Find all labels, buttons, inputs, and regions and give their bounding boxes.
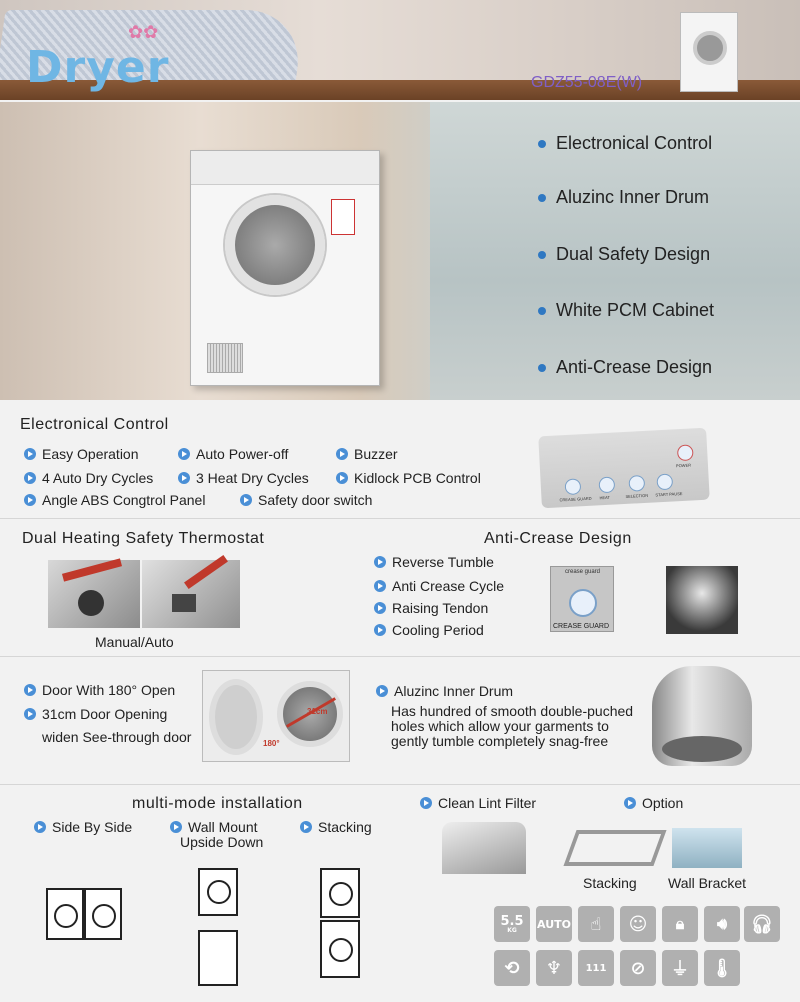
capacity-5kg-icon: 5.5 KG xyxy=(494,906,530,942)
hero-feature: White PCM Cabinet xyxy=(538,300,714,321)
stacking-washer-drawing xyxy=(320,920,360,978)
side-by-side-drawing xyxy=(46,888,84,940)
door-item-sub: widen See-through door xyxy=(42,729,192,745)
hero-feature: Dual Safety Design xyxy=(538,244,710,265)
thermostat-photo-auto xyxy=(142,560,240,628)
section-title-install: multi-mode installation xyxy=(132,795,303,812)
auto-icon: AUTO xyxy=(536,906,572,942)
touch-icon: ☝ xyxy=(578,906,614,942)
page-title: Dryer xyxy=(26,42,170,93)
model-number: GDZ55-08E(W) xyxy=(531,74,643,91)
plug-icon: ⏚ xyxy=(662,950,698,986)
feature-item: 3 Heat Dry Cycles xyxy=(178,470,309,486)
flower-icon: ✿✿ xyxy=(128,22,159,42)
feature-item: Kidlock PCB Control xyxy=(336,470,481,486)
divider xyxy=(0,518,800,519)
option-item: Stacking xyxy=(583,875,637,891)
stacking-dryer-drawing xyxy=(320,868,360,918)
sound-icon: 🔊︎ xyxy=(704,906,740,942)
child-lock-icon: ☺ xyxy=(620,906,656,942)
lint-filter-title: Clean Lint Filter xyxy=(420,795,536,811)
dryer-product-photo xyxy=(190,150,380,386)
reverse-icon: ⟲ xyxy=(494,950,530,986)
divider xyxy=(0,656,800,657)
section-title-thermostat: Dual Heating Safety Thermostat xyxy=(22,530,265,547)
install-mode-sub: Upside Down xyxy=(180,834,264,850)
divider xyxy=(0,784,800,785)
hanging-icon: ♆ xyxy=(536,950,572,986)
install-mode: Stacking xyxy=(300,819,372,835)
anti-crease-item: Anti Crease Cycle xyxy=(374,578,504,594)
feature-item: Angle ABS Congtrol Panel xyxy=(24,492,205,508)
headphone-icon: 🎧︎ xyxy=(744,906,780,942)
stacking-kit-photo xyxy=(563,830,666,866)
aluzinc-drum-photo xyxy=(652,666,752,766)
door-open-photo: 180° 31cm xyxy=(202,670,350,762)
lint-filter-photo xyxy=(442,822,526,874)
no-fire-icon: ⊘ xyxy=(620,950,656,986)
drum-desc-line: holes which allow your garments to xyxy=(391,718,609,734)
door-item: Door With 180° Open xyxy=(24,682,175,698)
anti-crease-item: Cooling Period xyxy=(374,622,484,638)
drum-desc-line: Has hundred of smooth double-puched xyxy=(391,703,634,719)
drum-title: Aluzinc Inner Drum xyxy=(376,683,513,699)
install-mode: Wall Mount xyxy=(170,819,258,835)
feature-item: Safety door switch xyxy=(240,492,372,508)
lock-icon: 🔒︎ xyxy=(662,906,698,942)
side-by-side-drawing xyxy=(84,888,122,940)
hero-feature: Anti-Crease Design xyxy=(538,357,712,378)
wall-bracket-photo xyxy=(672,828,742,868)
hero-feature: Aluzinc Inner Drum xyxy=(538,187,709,208)
feature-item: Buzzer xyxy=(336,446,398,462)
drum-tendon-photo xyxy=(666,566,738,634)
section-title-control: Electronical Control xyxy=(20,416,169,433)
wall-mount-washer-drawing xyxy=(198,930,238,986)
feature-item: Easy Operation xyxy=(24,446,139,462)
thermometer-icon: 🌡︎ xyxy=(704,950,740,986)
drum-desc-line: gently tumble completely snag-free xyxy=(391,733,609,749)
111-icon: 111 xyxy=(578,950,614,986)
section-title-anti-crease: Anti-Crease Design xyxy=(484,530,632,547)
install-mode: Side By Side xyxy=(34,819,132,835)
anti-crease-item: Reverse Tumble xyxy=(374,554,494,570)
option-title: Option xyxy=(624,795,683,811)
thermostat-caption: Manual/Auto xyxy=(95,634,174,650)
anti-crease-item: Raising Tendon xyxy=(374,600,488,616)
feature-item: 4 Auto Dry Cycles xyxy=(24,470,153,486)
control-panel-photo: CREASE GUARD HEAT SELECTION START PAUSE POWER xyxy=(538,428,710,509)
thermostat-photo-manual xyxy=(48,560,140,628)
door-item: 31cm Door Opening xyxy=(24,706,167,722)
wall-mount-dryer-drawing xyxy=(198,868,238,916)
dryer-thumbnail xyxy=(680,12,738,92)
feature-item: Auto Power-off xyxy=(178,446,288,462)
crease-guard-button-photo: crease guard CREASE GUARD xyxy=(550,566,614,632)
hero-feature: Electronical Control xyxy=(538,133,712,154)
option-item: Wall Bracket xyxy=(668,875,747,891)
top-banner xyxy=(0,0,800,100)
